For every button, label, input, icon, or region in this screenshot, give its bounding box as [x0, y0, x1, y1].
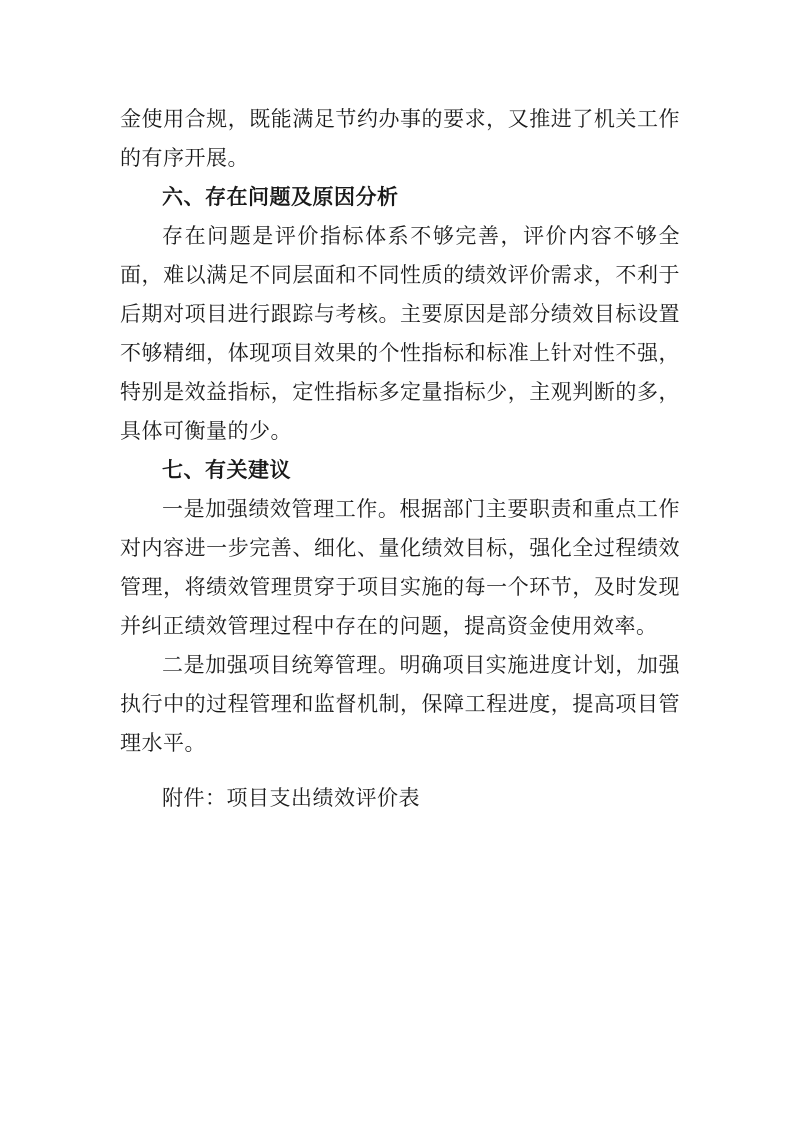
paragraph-line: 金使用合规，既能满足节约办事的要求，又推进了机关工作 — [120, 107, 680, 131]
paragraph-line: 不够精细，体现项目效果的个性指标和标准上针对性不强， — [120, 341, 680, 365]
paragraph-line: 并纠正绩效管理过程中存在的问题，提高资金使用效率。 — [120, 614, 658, 638]
document-body — [120, 100, 680, 763]
paragraph-line: 二是加强项目统筹管理。明确项目实施进度计划，加强 — [162, 653, 680, 677]
section-heading-suggestions: 七、有关建议 — [162, 458, 291, 482]
paragraph-line: 存在问题是评价指标体系不够完善，评价内容不够全 — [162, 224, 680, 248]
attachment-note: 附件：项目支出绩效评价表 — [162, 786, 420, 810]
paragraph-line: 面，难以满足不同层面和不同性质的绩效评价需求，不利于 — [120, 263, 680, 287]
paragraph-line: 后期对项目进行跟踪与考核。主要原因是部分绩效目标设置 — [120, 302, 680, 326]
paragraph-line: 的有序开展。 — [120, 146, 249, 170]
section-heading-problems: 六、存在问题及原因分析 — [162, 185, 399, 209]
paragraph-line: 对内容进一步完善、细化、量化绩效目标，强化全过程绩效 — [120, 536, 680, 560]
paragraph-line: 特别是效益指标，定性指标多定量指标少，主观判断的多， — [120, 380, 680, 404]
paragraph-line: 管理，将绩效管理贯穿于项目实施的每一个环节，及时发现 — [120, 575, 680, 599]
paragraph-line: 执行中的过程管理和监督机制，保障工程进度，提高项目管 — [120, 692, 680, 716]
paragraph-line: 一是加强绩效管理工作。根据部门主要职责和重点工作 — [162, 497, 680, 521]
paragraph-line: 理水平。 — [120, 731, 206, 755]
paragraph-line: 具体可衡量的少。 — [120, 419, 292, 443]
